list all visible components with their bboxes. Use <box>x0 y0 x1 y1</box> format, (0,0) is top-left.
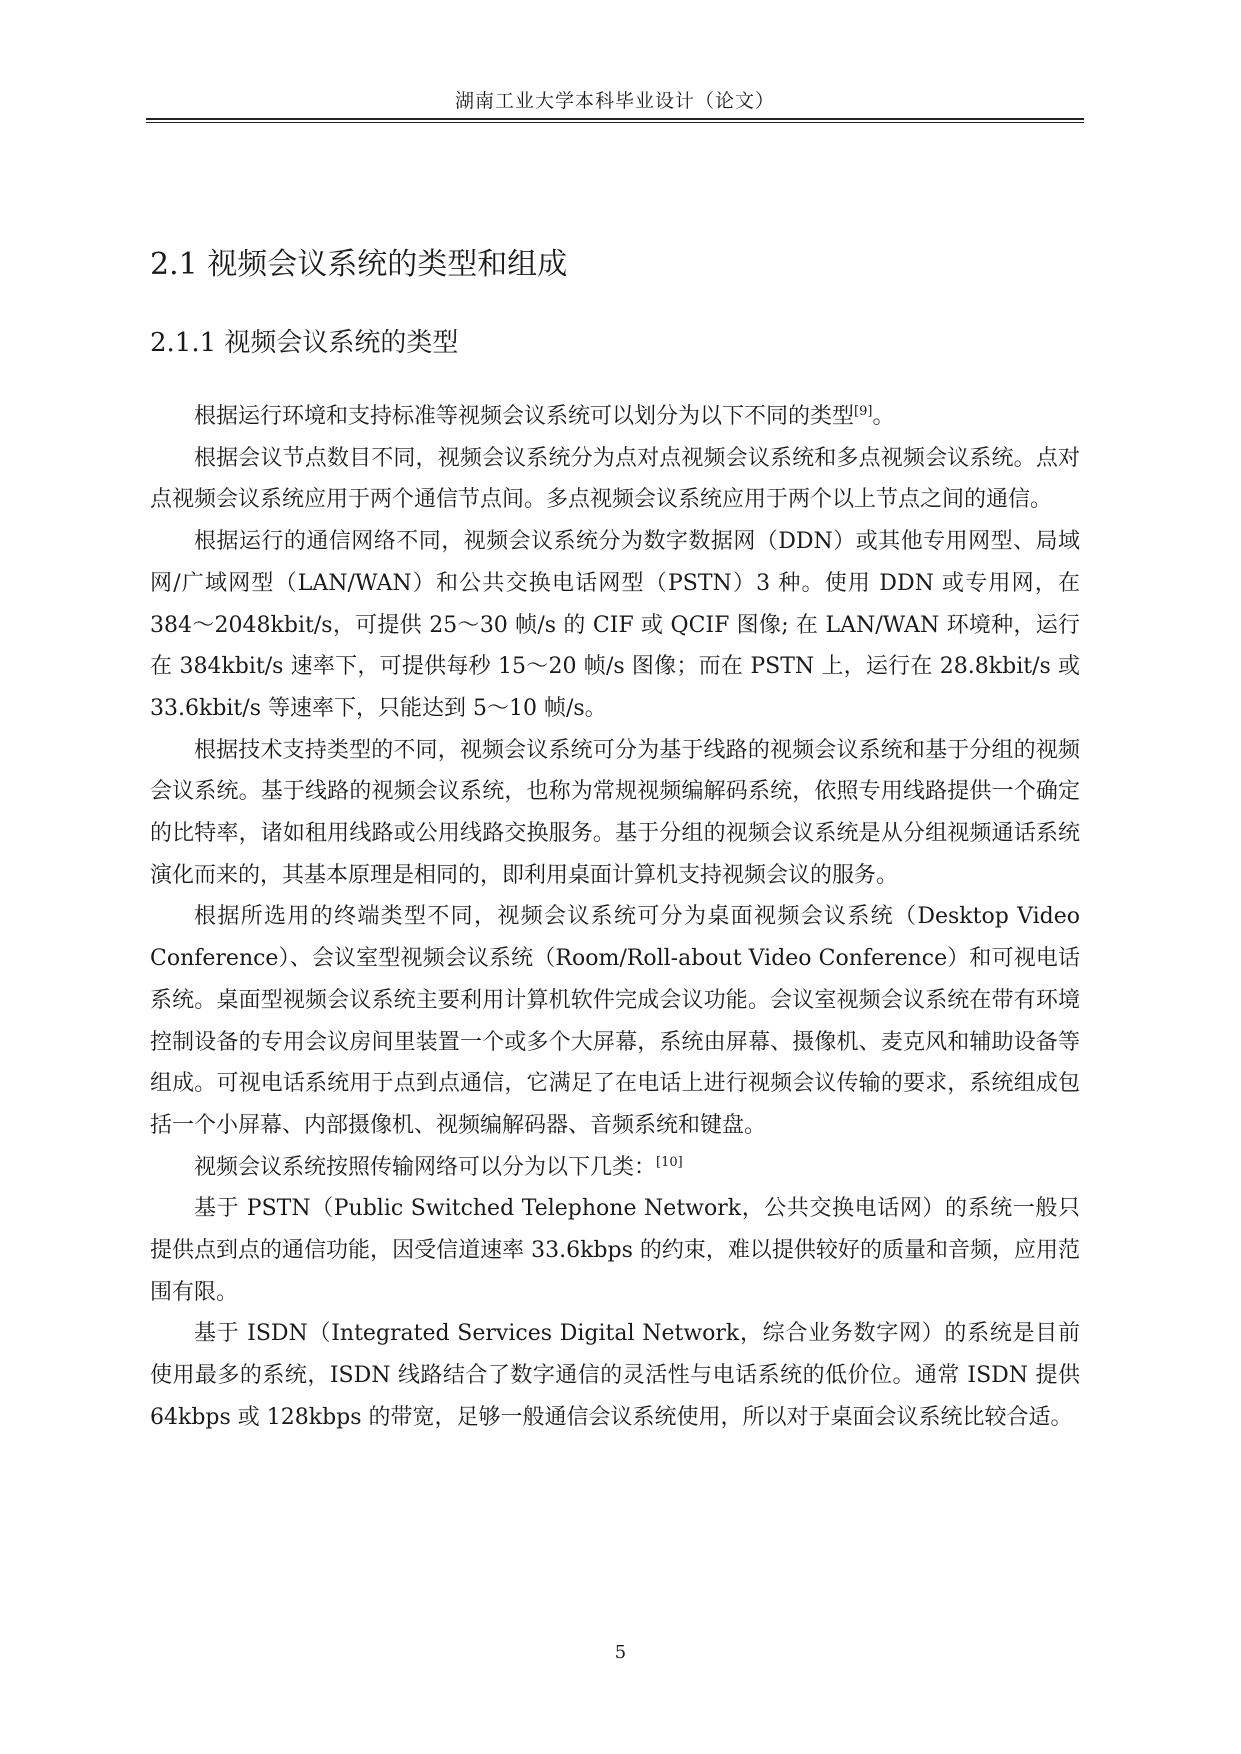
paragraph-text: 根据运行环境和支持标准等视频会议系统可以划分为以下不同的类型 <box>194 404 855 429</box>
paragraph-tail: 。 <box>872 404 895 429</box>
paragraph-text: 视频会议系统按照传输网络可以分为以下几类： <box>194 1154 657 1180</box>
subsection-title: 2.1.1 视频会议系统的类型 <box>150 328 459 358</box>
paragraph <box>150 1147 1080 1189</box>
paragraph <box>150 1188 1080 1313</box>
paragraph <box>150 396 1080 438</box>
paragraph <box>150 521 1080 730</box>
paragraph-text: 基于 PSTN（Public Switched Telephone Network，公共交换电话网）的系统一般只提供点到点的通信功能，因受信道速率 33.6kbps 的约束，难以提供较好的质量和音频，应用范围有限。 <box>150 1196 1080 1305</box>
page-number: 5 <box>614 1642 627 1663</box>
citation-ref: [9] <box>854 404 873 419</box>
paragraph <box>150 1313 1080 1438</box>
paragraph-text: 根据技术支持类型的不同，视频会议系统可分为基于线路的视频会议系统和基于分组的视频会议系统。基于线路的视频会议系统，也称为常规视频编解码系统，依照专用线路提供一个确定的比特率，诸如租用线路或公用线路交换服务。基于分组的视频会议系统是从分组视频通话系统演化而来的，其基本原理是相同的，即利用桌面计算机支持视频会议的服务。 <box>150 737 1080 888</box>
header-rule-thick <box>146 118 1084 120</box>
section-title: 2.1 视频会议系统的类型和组成 <box>150 247 568 282</box>
page-header: 湖南工业大学本科毕业设计（论文） <box>454 90 775 112</box>
body-text <box>150 396 1080 1439</box>
paragraph-text: 根据会议节点数目不同，视频会议系统分为点对点视频会议系统和多点视频会议系统。点对点视频会议系统应用于两个通信节点间。多点视频会议系统应用于两个以上节点之间的通信。 <box>150 445 1080 513</box>
paragraph <box>150 896 1080 1146</box>
paragraph-text: 根据运行的通信网络不同，视频会议系统分为数字数据网（DDN）或其他专用网型、局域网/广域网型（LAN/WAN）和公共交换电话网型（PSTN）3 种。使用 DDN 或专用网，在 384～2048kbit/s，可提供 25～30 帧/s 的 CIF 或 QCIF 图像; 在 LAN/WAN 环境种，运行在 384kbit/s 速率下，可提供每秒 15～20 帧/s 图像；而在 PSTN 上，运行在 28.8kbit/s 或 33.6kbit/s 等速率下，只能达到 5～10 帧/s。 <box>150 529 1080 721</box>
paragraph <box>150 730 1080 897</box>
paragraph-text: 根据所选用的终端类型不同，视频会议系统可分为桌面视频会议系统（Desktop Video Conference）、会议室型视频会议系统（Room/Roll-about Video Conference）和可视电话系统。桌面型视频会议系统主要利用计算机软件完成会议功能。会议室视频会议系统在带有环境控制设备的专用会议房间里装置一个或多个大屏幕，系统由屏幕、摄像机、麦克风和辅助设备等组成。可视电话系统用于点到点通信，它满足了在电话上进行视频会议传输的要求，系统组成包括一个小屏幕、内部摄像机、视频编解码器、音频系统和键盘。 <box>150 904 1080 1138</box>
paragraph-text: 基于 ISDN（Integrated Services Digital Network，综合业务数字网）的系统是目前使用最多的系统，ISDN 线路结合了数字通信的灵活性与电话系统的低价位。通常 ISDN 提供 64kbps 或 128kbps 的带宽，足够一般通信会议系统使用，所以对于桌面会议系统比较合适。 <box>150 1321 1080 1430</box>
header-rule-thin <box>146 122 1084 123</box>
paragraph <box>150 438 1080 521</box>
citation-ref: [10] <box>656 1154 683 1170</box>
